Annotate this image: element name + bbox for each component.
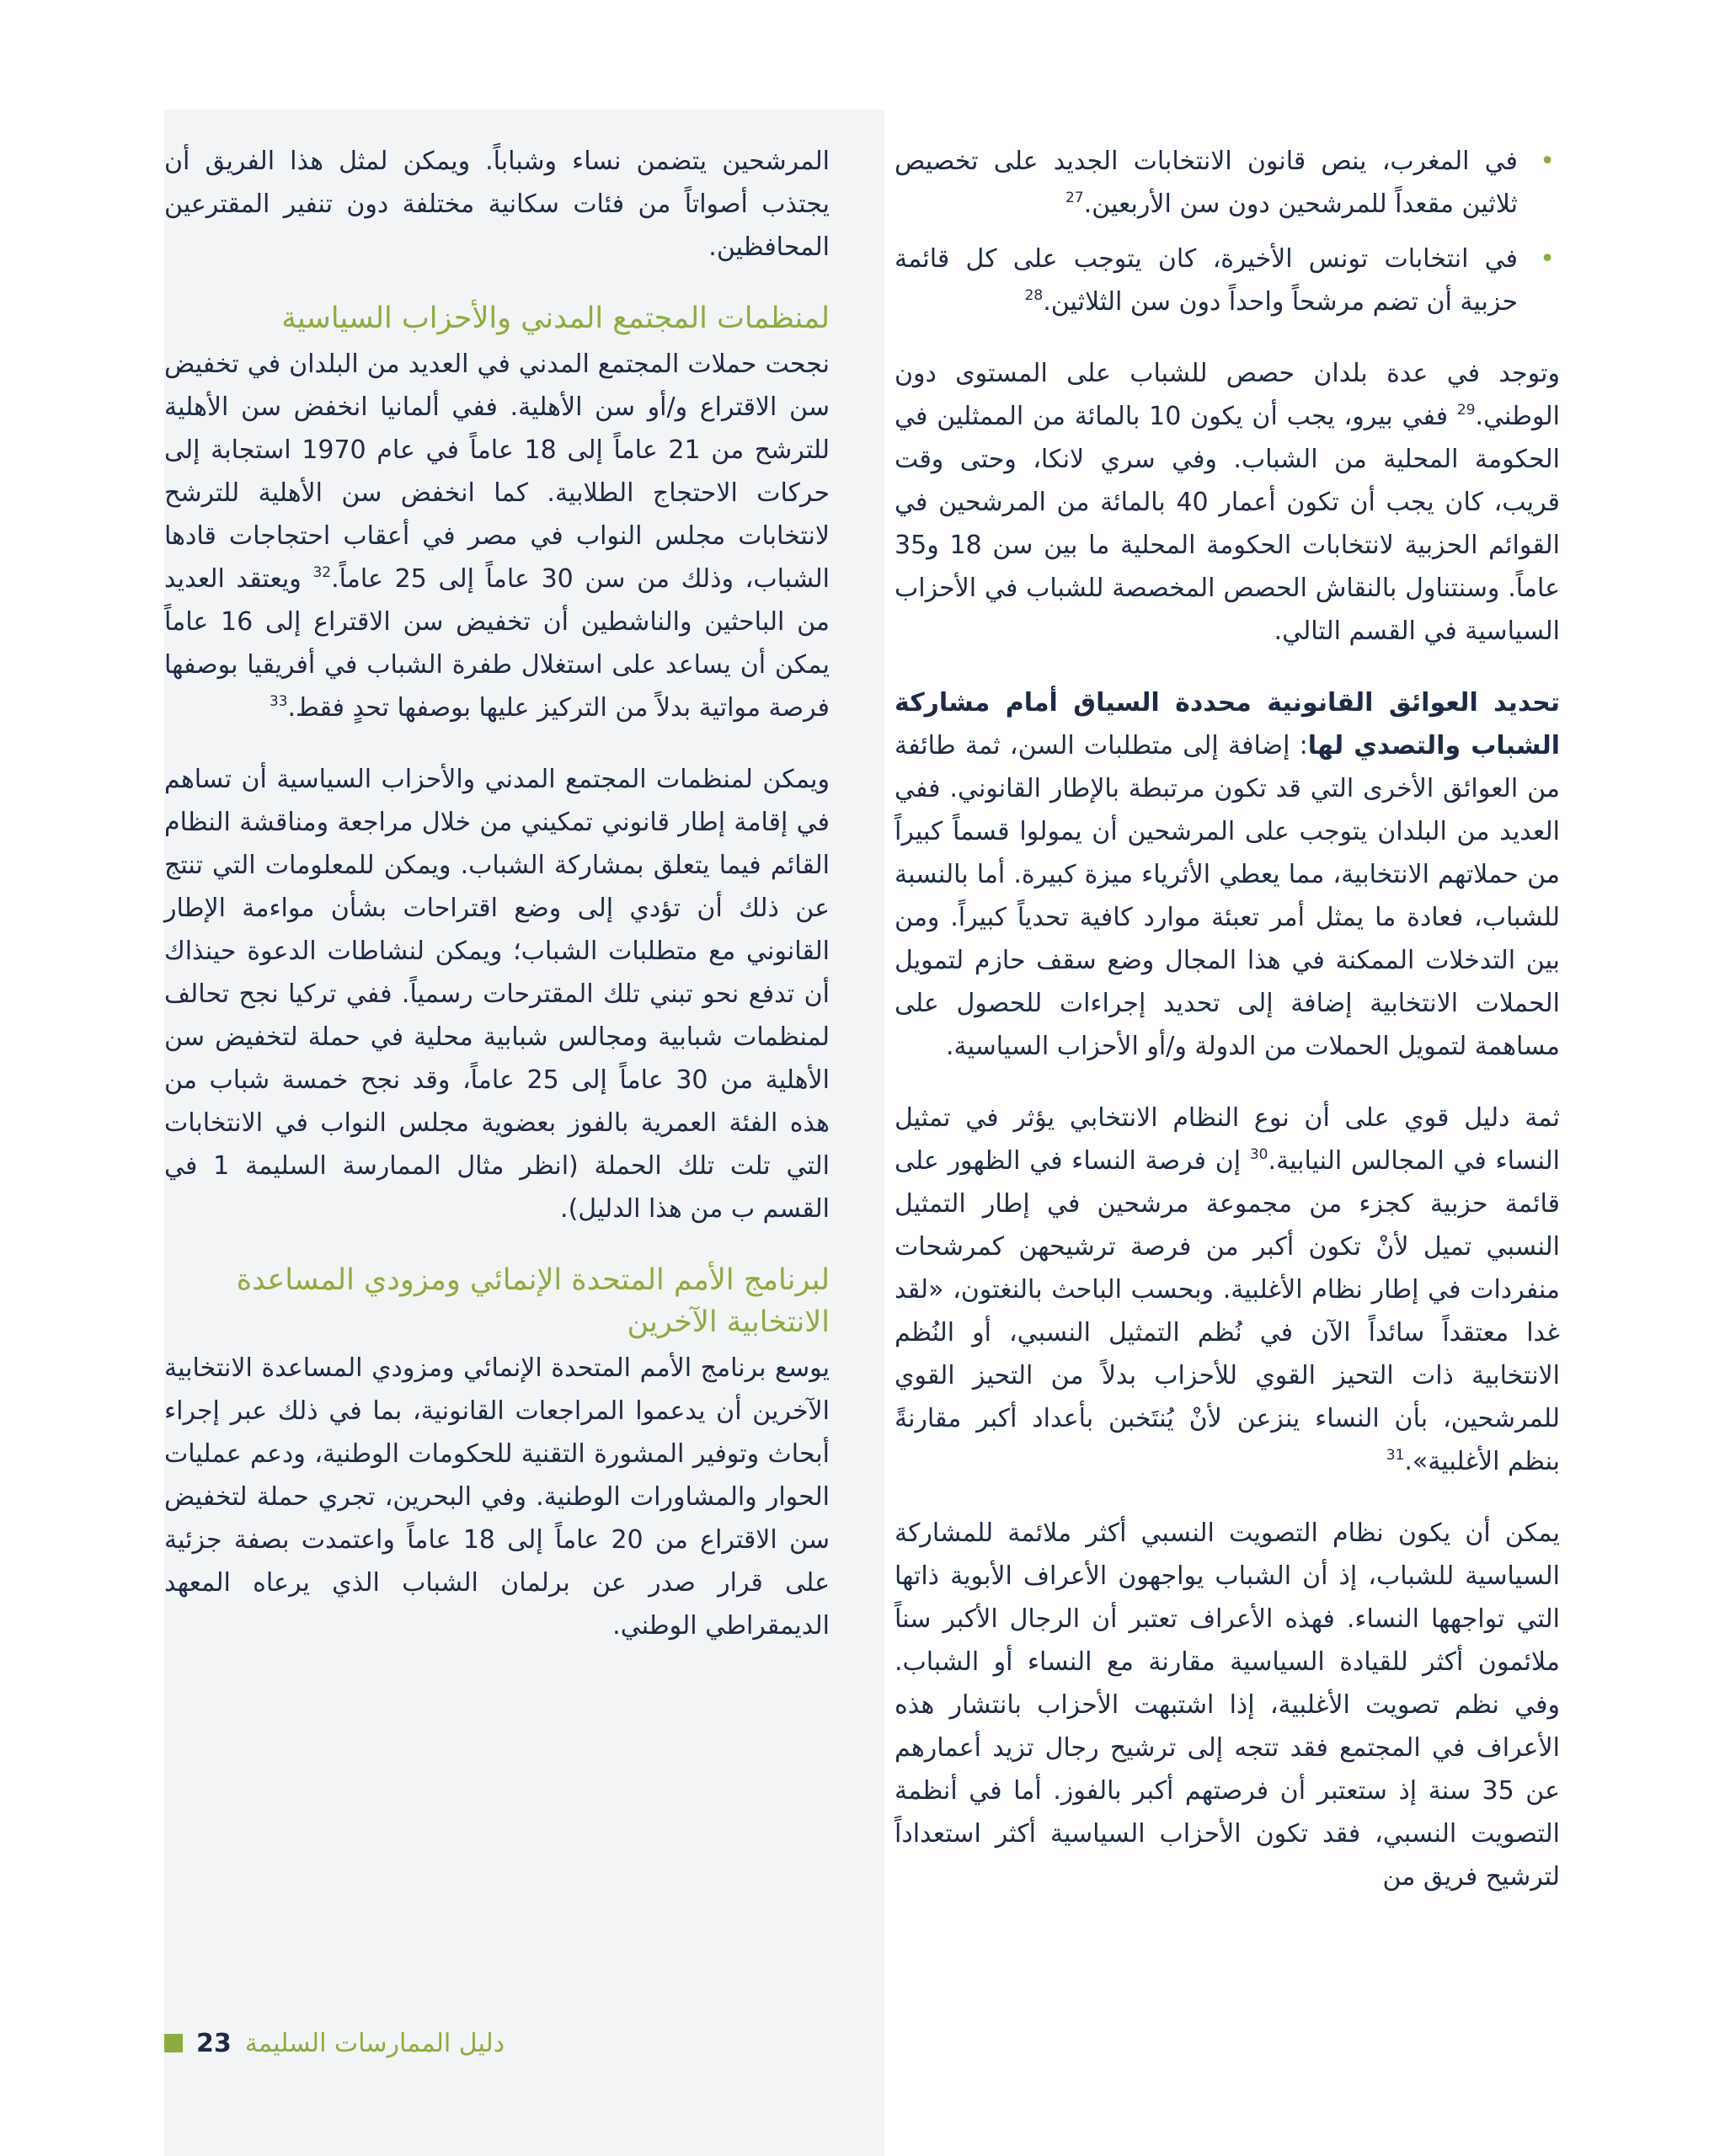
footer-square-icon: [164, 2034, 183, 2052]
footnote-ref: 33: [269, 693, 288, 710]
bullet-icon: •: [1540, 147, 1555, 176]
page-footer: [164, 2026, 505, 2060]
paragraph-legal-obstacles: تحديد العوائق القانونية محددة السياق أمام مشاركة الشباب والتصدي لها: إضافة إلى متطلبات السن، ثمة طائفة من العوائق الأخرى التي قد تكون مرتبطة بالإطار القانوني. ففي العديد من البلدان يتوجب على المرشحين أن يمولوا قسماً كبيراً من حملاتهم الانتخابية، مما يعطي الأثرياء ميزة كبيرة. أما بالنسبة للشباب، فعادة ما يمثل أمر تعبئة موارد كافية تحدياً كبيراً. ومن بين التدخلات الممكنة في هذا المجال وضع سقف حازم لتمويل الحملات الانتخابية إضافة إلى تحديد إجراءات للحصول على مساهمة لتمويل الحملات من الدولة و/أو الأحزاب السياسية.: [895, 688, 1560, 1061]
left-column: [164, 140, 830, 1676]
paragraph-electoral-system: ثمة دليل قوي على أن نوع النظام الانتخابي يؤثر في تمثيل النساء في المجالس النيابية.$^{30}$ إن فرصة النساء في الظهور على قائمة حزبية كجزء من مجموعة مرشحين في إطار التمثيل النسبي تميل لأنْ تكون أكبر من فرصة ترشيحهن كمرشحات منفردات في إطار نظام الأغلبية. وبحسب الباحث بالنغتون، «لقد غدا معتقداً سائداً الآن في نُظم التمثيل النسبي، أو النُظم الانتخابية ذات التحيز القوي للأحزاب بدلاً من التحيز القوي للمرشحين، بأن النساء ينزعن لأنْ يُنتَخبن بأعداد أكبر مقارنةً بنظم الأغلبية».$^{31}$: [895, 1103, 1561, 1476]
footnote-ref: 29: [1456, 402, 1476, 419]
page-number: 23: [196, 2028, 232, 2058]
list-item: [895, 237, 1555, 323]
bullet-list: [895, 140, 1560, 323]
bullet-icon: •: [1540, 244, 1555, 274]
bullet-text: في المغرب، ينص قانون الانتخابات الجديد على تخصيص ثلاثين مقعداً للمرشحين دون سن الأربعين.: [895, 147, 1518, 219]
footnote-ref: 32: [312, 564, 332, 581]
footnote-ref: 27: [1065, 189, 1084, 206]
list-item: [895, 140, 1555, 226]
footnote-ref: 31: [1386, 1447, 1405, 1464]
paragraph-continuation: المرشحين يتضمن نساء وشباباً. ويمكن لمثل هذا الفريق أن يجتذب أصواتاً من فئات سكانية مختلفة دون تنفير المقترعين المحافظين.: [164, 147, 830, 262]
paragraph-youth-quotas-subnational: وتوجد في عدة بلدان حصص للشباب على المستوى دون الوطني.$^{29}$ ففي بيرو، يجب أن يكون 10 بالمائة من الممثلين في الحكومة المحلية من الشباب. وفي سري لانكا، وحتى وقت قريب، كان يجب أن تكون أعمار 40 بالمائة من المرشحين في القوائم الحزبية لانتخابات الحكومة المحلية ما بين سن 18 و35 عاماً. وسنتناول بالنقاش الحصص المخصصة للشباب في الأحزاب السياسية في القسم التالي.: [895, 359, 1560, 646]
section-heading-civil-society: لمنظمات المجتمع المدني والأحزاب السياسية: [281, 302, 830, 335]
paragraph-proportional-voting: يمكن أن يكون نظام التصويت النسبي أكثر ملائمة للمشاركة السياسية للشباب، إذ أن الشباب يواجهون الأعراف الأبوية ذاتها التي تواجهها النساء. فهذه الأعراف تعتبر أن الرجال الأكبر سناً ملائمون أكثر للقيادة السياسية مقارنة مع النساء أو الشباب. وفي نظم تصويت الأغلبية، إذا اشتبهت الأحزاب بانتشار هذه الأعراف في المجتمع فقد تتجه إلى ترشيح رجال تزيد أعمارهم عن 35 سنة إذ ستعتبر أن فرصتهم أكبر بالفوز. أما في أنظمة التصويت النسبي، فقد تكون الأحزاب السياسية أكثر استعداداً لترشيح فريق من: [895, 1518, 1560, 1892]
footer-title: دليل الممارسات السليمة: [244, 2028, 505, 2058]
bullet-text: في انتخابات تونس الأخيرة، كان يتوجب على كل قائمة حزبية أن تضم مرشحاً واحداً دون سن الثلاثين.: [895, 244, 1518, 317]
paragraph-civil-society-campaigns: نجحت حملات المجتمع المدني في العديد من البلدان في تخفيض سن الاقتراع و/أو سن الأهلية. ففي ألمانيا انخفض سن الأهلية للترشح من 21 عاماً إلى 18 عاماً في عام 1970 استجابة إلى حركات الاحتجاج الطلابية. كما انخفض سن الأهلية للترشح لانتخابات مجلس النواب في مصر في أعقاب احتجاجات قادها الشباب، وذلك من سن 30 عاماً إلى 25 عاماً.$^{32}$ ويعتقد العديد من الباحثين والناشطين أن تخفيض سن الاقتراع إلى 16 عاماً يمكن أن يساعد على استغلال طفرة الشباب في أفريقيا بوصفها فرصة مواتية بدلاً من التركيز عليها بوصفها تحدٍ فقط.$^{33}$: [164, 350, 830, 723]
footnote-ref: 28: [1024, 287, 1044, 304]
paragraph-lead: تحديد العوائق القانونية محددة السياق أمام مشاركة الشباب والتصدي لها: [895, 688, 1560, 760]
paragraph-undp-support: يوسع برنامج الأمم المتحدة الإنمائي ومزودي المساعدة الانتخابية الآخرين أن يدعموا المراجعات القانونية، بما في ذلك عبر إجراء أبحاث وتوفير المشورة التقنية للحكومات الوطنية، ودعم عمليات الحوار والمشاورات الوطنية. وفي البحرين، تجري حملة لتخفيض سن الاقتراع من 20 عاماً إلى 18 عاماً واعتمدت بصفة جزئية على قرار صدر عن برلمان الشباب الذي يرعاه المعهد الديمقراطي الوطني.: [164, 1353, 830, 1641]
right-column: [895, 140, 1560, 1927]
section-heading-undp: لبرنامج الأمم المتحدة الإنمائي ومزودي المساعدة الانتخابية الآخرين: [236, 1263, 830, 1339]
paragraph-legal-framework-review: ويمكن لمنظمات المجتمع المدني والأحزاب السياسية أن تساهم في إقامة إطار قانوني تمكيني من خلال مراجعة ومناقشة النظام القائم فيما يتعلق بمشاركة الشباب. ويمكن للمعلومات التي تنتج عن ذلك أن تؤدي إلى وضع اقتراحات بشأن مواءمة الإطار القانوني مع متطلبات الشباب؛ ويمكن لنشاطات الدعوة حينذاك أن تدفع نحو تبني تلك المقترحات رسمياً. ففي تركيا نجح تحالف لمنظمات شبابية ومجالس شبابية محلية في حملة لتخفيض سن الأهلية من 30 عاماً إلى 25 عاماً، وقد نجح خمسة شباب من هذه الفئة العمرية بالفوز بعضوية مجلس النواب في الانتخابات التي تلت تلك الحملة (انظر مثال الممارسة السليمة 1 في القسم ب من هذا الدليل).: [164, 765, 830, 1224]
footnote-ref: 30: [1249, 1146, 1268, 1163]
